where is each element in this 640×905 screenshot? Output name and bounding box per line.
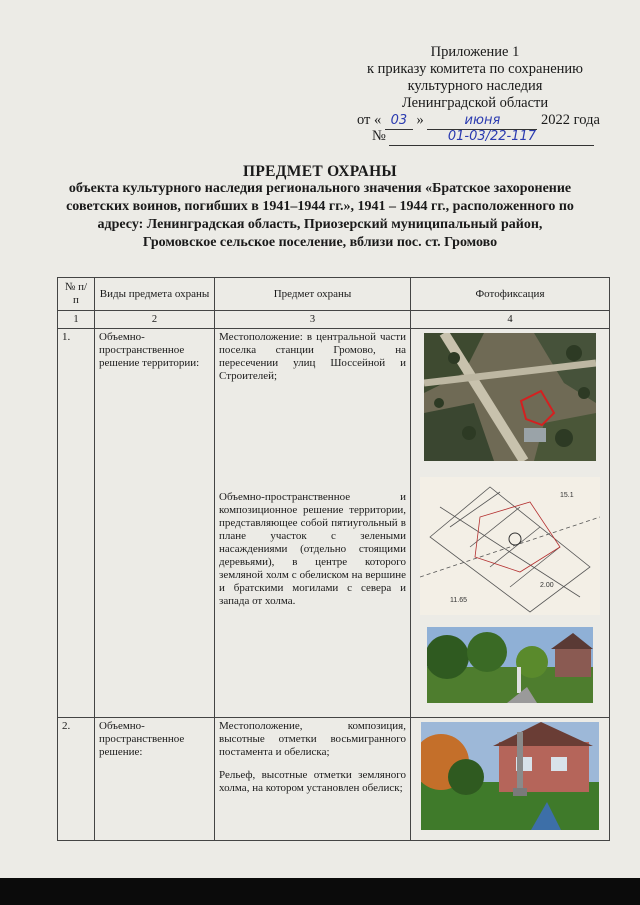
date-month: июня	[464, 113, 501, 128]
index-cell: 1	[58, 311, 95, 329]
row-type: Объемно-пространственное решение:	[95, 718, 215, 841]
appendix-line: к приказу комитета по сохранению	[366, 61, 583, 77]
photo-obelisk-trees	[427, 627, 593, 703]
date-mid: »	[416, 112, 424, 128]
appendix-line: Приложение 1	[430, 44, 520, 60]
order-number	[372, 128, 594, 146]
index-cell: 2	[95, 311, 215, 329]
svg-text:11.65: 11.65	[450, 597, 467, 604]
date-prefix: от «	[357, 112, 382, 128]
svg-text:2.00: 2.00	[540, 582, 554, 589]
appendix-block	[340, 44, 610, 112]
subject-relief: Рельеф, высотные отметки земляного холма, на котором установлен обелиск;	[219, 769, 406, 794]
header-subject: Предмет охраны	[215, 278, 411, 311]
aerial-photo	[424, 333, 596, 461]
table-row	[58, 329, 610, 718]
row-number: 1.	[58, 329, 95, 718]
scan-border	[0, 878, 640, 905]
date-day: 03	[390, 113, 408, 128]
row-type: Объемно-пространственное решение территории:	[95, 329, 215, 718]
header-photo: Фотофиксация	[411, 278, 610, 311]
index-row	[58, 311, 610, 329]
number-value: 01-03/22-117	[447, 129, 537, 144]
protection-subject-table	[57, 277, 610, 841]
row-number: 2.	[58, 718, 95, 841]
row-photos	[411, 329, 610, 718]
header-num: № п/п	[58, 278, 95, 311]
table-header-row	[58, 278, 610, 311]
appendix-line: культурного наследия	[407, 78, 543, 94]
svg-text:15.1: 15.1	[560, 492, 574, 499]
number-field	[389, 128, 594, 146]
subject-location: Местоположение: в центральной части поселка станции Громово, на пересечении улиц Шоссейной и Строителей;	[219, 331, 406, 382]
header-type: Виды предмета охраны	[95, 278, 215, 311]
date-year: 2022 года	[541, 112, 600, 128]
subject-composition: Местоположение, композиция, высотные отметки восьмигранного постамента и обелиска;	[219, 720, 406, 758]
index-cell: 3	[215, 311, 411, 329]
subject-composition: Объемно-пространственное и композиционное решение территории, представляющее собой пятиугольный в плане участок с зелеными насаждениями (отдельно стоящими деревьями), в центре которого земляной холм с обелиском на вершине и братскими могилами с севера и запада от холма.	[219, 491, 406, 607]
document-subtitle: объекта культурного наследия регионального значения «Братское захоронение советских воинов, погибших в 1941–1944 гг.», 1941 – 1944 гг., расположенного по адресу: Ленинградская область, Приозерский муниципальный район, Громовское сельское поселение, вблизи пос. ст. Громово	[66, 181, 574, 250]
row-subject	[215, 718, 411, 841]
document-title: ПРЕДМЕТ ОХРАНЫ	[243, 163, 397, 180]
number-prefix: №	[372, 128, 386, 144]
row-subject	[215, 329, 411, 718]
photo-obelisk-house	[421, 722, 599, 830]
row-photos	[411, 718, 610, 841]
table-row	[58, 718, 610, 841]
site-plan-drawing	[420, 477, 600, 615]
index-cell: 4	[411, 311, 610, 329]
appendix-line: Ленинградской области	[401, 95, 549, 111]
